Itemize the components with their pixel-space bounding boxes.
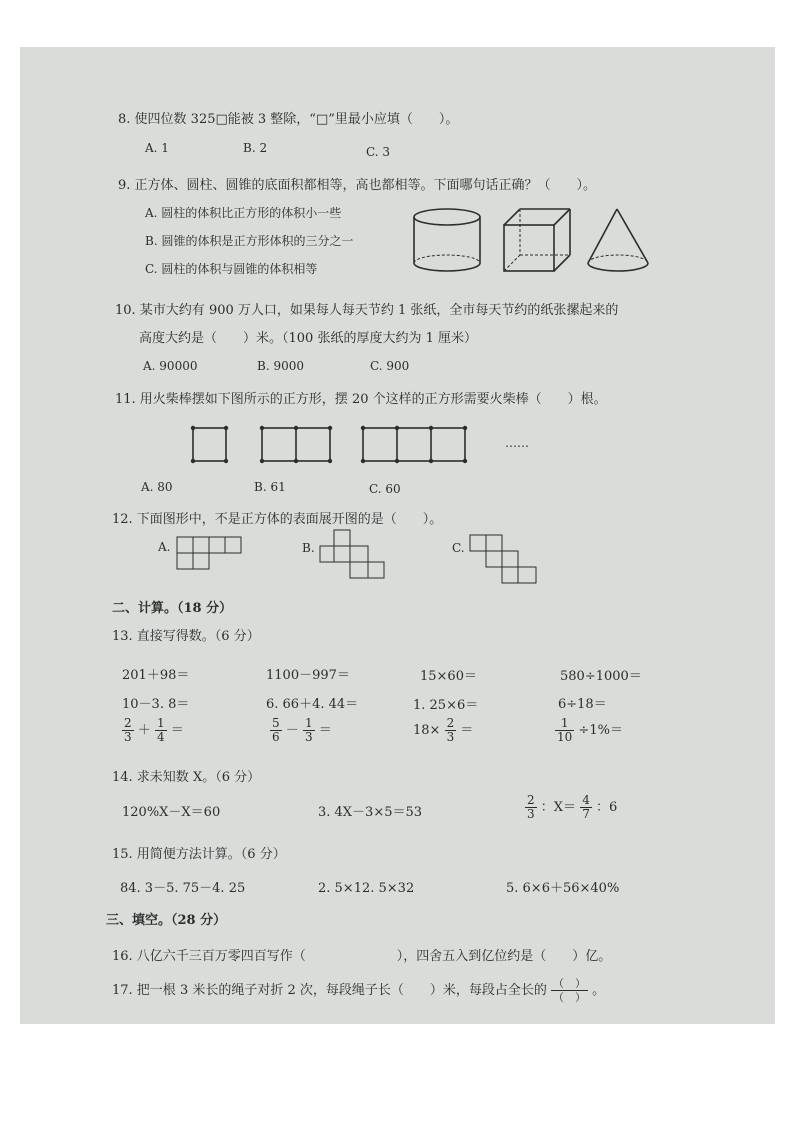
q11-stem: 11. 用火柴棒摆如下图所示的正方形，摆 20 个这样的正方形需要火柴棒（ ）根。 — [115, 392, 607, 407]
q10-option-b: B. 9000 — [257, 359, 304, 373]
q10-stem-line2: 高度大约是（ ）米。（100 张纸的厚度大约为 1 厘米） — [139, 331, 477, 346]
q9-option-c: C. 圆柱的体积与圆锥的体积相等 — [145, 262, 318, 276]
matchstick-pattern-2 — [260, 426, 332, 463]
q11-option-c: C. 60 — [369, 482, 401, 496]
q11-option-a: A. 80 — [141, 480, 173, 494]
matchstick-squares-figure — [190, 425, 490, 465]
q15-expression-2: 2. 5×12. 5×32 — [318, 881, 415, 896]
q14-equation-3: $\frac{2}{3}$ ：X＝ $\frac{4}{7}$ ：6 — [527, 793, 618, 821]
q14-title: 14. 求未知数 X。（6 分） — [112, 770, 261, 785]
net-a-figure — [175, 535, 245, 571]
q13-item: 6. 66＋4. 44＝ — [266, 697, 359, 712]
q13-item: 580÷1000＝ — [560, 669, 642, 684]
q8-option-c: C. 3 — [366, 145, 391, 159]
q12-option-b-label: B. — [302, 541, 315, 555]
net-c-figure — [468, 533, 540, 589]
q8-option-a: A. 1 — [145, 141, 169, 155]
q14-equation-2: 3. 4X－3×5＝53 — [318, 805, 423, 820]
q9-stem: 9. 正方体、圆柱、圆锥的底面积都相等，高也都相等。下面哪句话正确？（ ）。 — [118, 178, 597, 193]
q8-option-b: B. 2 — [243, 141, 268, 155]
q13-item: 1100－997＝ — [266, 668, 350, 683]
q13-fraction-item-4: $\frac{1}{10}$ ÷1%＝ — [557, 716, 623, 744]
q15-expression-3: 5. 6×6＋56×40% — [506, 881, 620, 896]
section-2-title: 二、计算。（18 分） — [112, 601, 233, 616]
q13-item: 1. 25×6＝ — [413, 698, 479, 713]
q9-option-a: A. 圆柱的体积比正方形的体积小一些 — [145, 206, 342, 220]
cone-icon — [588, 209, 648, 271]
q13-fraction-item-3: 18× $\frac{2}{3}$ ＝ — [413, 716, 474, 744]
q12-stem: 12. 下面图形中，不是正方体的表面展开图的是（ ）。 — [112, 512, 443, 527]
q14-equation-1: 120%X－X＝60 — [122, 805, 221, 820]
q13-fraction-item-1: $\frac{2}{3}$ ＋ $\frac{1}{4}$ ＝ — [124, 716, 184, 744]
cube-icon — [504, 209, 570, 271]
q13-fraction-item-2: $\frac{5}{6}$ － $\frac{1}{3}$ ＝ — [272, 716, 332, 744]
q15-title: 15. 用简便方法计算。（6 分） — [112, 847, 286, 862]
q16-stem: 16. 八亿六千三百万零四百写作（ ），四舍五入到亿位约是（ ）亿。 — [112, 949, 612, 964]
q11-option-b: B. 61 — [254, 480, 286, 494]
q10-option-a: A. 90000 — [143, 359, 198, 373]
cylinder-icon — [414, 209, 480, 271]
matchstick-pattern-3 — [361, 426, 467, 463]
q13-item: 201＋98＝ — [122, 668, 190, 683]
solids-figure — [412, 207, 712, 277]
q13-item: 6÷18＝ — [558, 697, 607, 712]
matchstick-pattern-1 — [191, 426, 228, 463]
q13-item: 10－3. 8＝ — [122, 697, 190, 712]
q9-option-b: B. 圆锥的体积是正方形体积的三分之一 — [145, 234, 354, 248]
section-3-title: 三、填空。（28 分） — [106, 913, 227, 928]
q15-expression-1: 84. 3－5. 75－4. 25 — [120, 881, 246, 896]
q13-item: 15×60＝ — [420, 669, 477, 684]
q13-title: 13. 直接写得数。（6 分） — [112, 629, 260, 644]
q12-option-a-label: A. — [158, 540, 171, 554]
q8-stem: 8. 使四位数 325□能被 3 整除，“□”里最小应填（ ）。 — [118, 112, 459, 127]
net-b-figure — [318, 528, 388, 582]
exam-sheet — [20, 47, 775, 1024]
q11-ellipsis: …… — [505, 436, 529, 450]
q10-stem-line1: 10. 某市大约有 900 万人口，如果每人每天节约 1 张纸，全市每天节约的纸张摞起来的 — [115, 303, 619, 318]
q10-option-c: C. 900 — [370, 359, 410, 373]
q12-option-c-label: C. — [452, 541, 465, 555]
q17-stem: 17. 把一根 3 米长的绳子对折 2 次，每段绳子长（ ）米，每段占全长的 $\frac{( )}{( )}$ 。 — [112, 977, 606, 1004]
